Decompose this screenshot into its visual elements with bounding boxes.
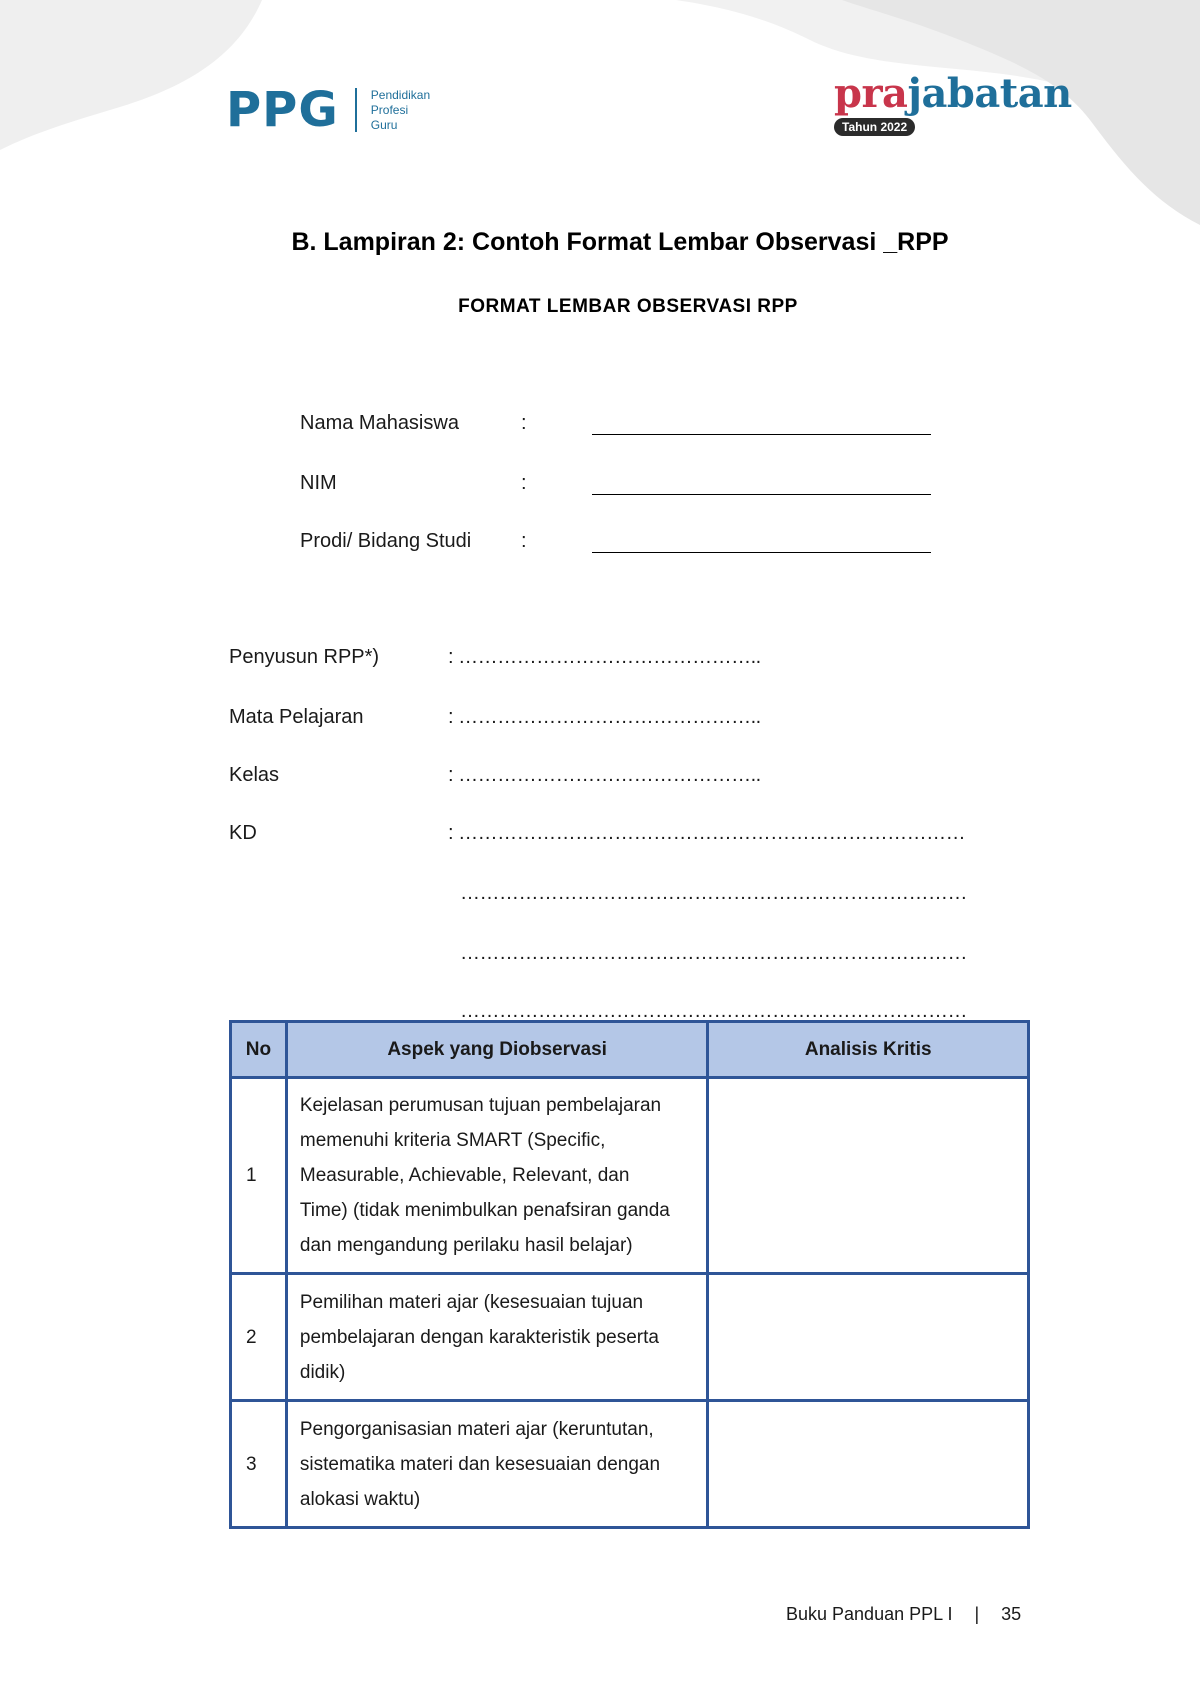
page-footer: [786, 1604, 1021, 1625]
analysis-cell[interactable]: [708, 1401, 1029, 1528]
document-subheading: FORMAT LEMBAR OBSERVASI RPP: [458, 296, 798, 317]
field-label: NIM: [300, 472, 337, 494]
ppg-logo-mark: PPG: [226, 82, 339, 138]
table-header-row: [231, 1022, 1029, 1078]
ppg-logo: [226, 82, 430, 138]
document-heading: B. Lampiran 2: Contoh Format Lembar Observasi _RPP: [291, 228, 949, 256]
field-label: Prodi/ Bidang Studi: [300, 530, 472, 552]
ppg-logo-subtitle: Pendidikan Profesi Guru: [370, 87, 431, 132]
name-blank-line: [592, 412, 931, 435]
column-header-aspect: Aspek yang Diobservasi: [286, 1022, 708, 1078]
column-header-no: No: [231, 1022, 287, 1078]
row-number: 1: [231, 1078, 287, 1274]
kd-continuation-line: ……………………………………………………………………: [460, 942, 967, 964]
row-number: 2: [231, 1274, 287, 1401]
prajabatan-wordmark: prajabatan: [834, 70, 1072, 117]
analysis-cell[interactable]: [708, 1274, 1029, 1401]
table-row: [231, 1401, 1029, 1528]
column-header-analysis: Analisis Kritis: [708, 1022, 1029, 1078]
prodi-blank-line: [592, 530, 931, 553]
footer-book-title: Buku Panduan PPL I: [786, 1604, 953, 1624]
prajabatan-year-badge: Tahun 2022: [834, 118, 915, 136]
aspect-cell: Pengorganisasian materi ajar (keruntutan, sistematika materi dan kesesuaian dengan alokasi waktu): [286, 1401, 708, 1528]
ppg-logo-divider: [355, 88, 357, 132]
row-number: 3: [231, 1401, 287, 1528]
aspect-cell: Kejelasan perumusan tujuan pembelajaran memenuhi kriteria SMART (Specific, Measurable, Achievable, Relevant, dan Time) (tidak menimbulkan penafsiran ganda dan mengandung perilaku hasil belajar): [286, 1078, 708, 1274]
field-label: Nama Mahasiswa: [300, 412, 459, 434]
aspect-cell: Pemilihan materi ajar (kesesuaian tujuan pembelajaran dengan karakteristik peserta didik): [286, 1274, 708, 1401]
analysis-cell[interactable]: [708, 1078, 1029, 1274]
page-number: 35: [1001, 1604, 1022, 1624]
footer-separator: |: [974, 1604, 980, 1624]
nim-blank-line: [592, 472, 931, 495]
kd-continuation-line: ……………………………………………………………………: [460, 1000, 967, 1022]
table-row: [231, 1274, 1029, 1401]
prajabatan-logo: [834, 72, 1072, 136]
observation-table: [229, 1020, 1030, 1529]
kd-continuation-line: ……………………………………………………………………: [460, 882, 967, 904]
table-row: [231, 1078, 1029, 1274]
